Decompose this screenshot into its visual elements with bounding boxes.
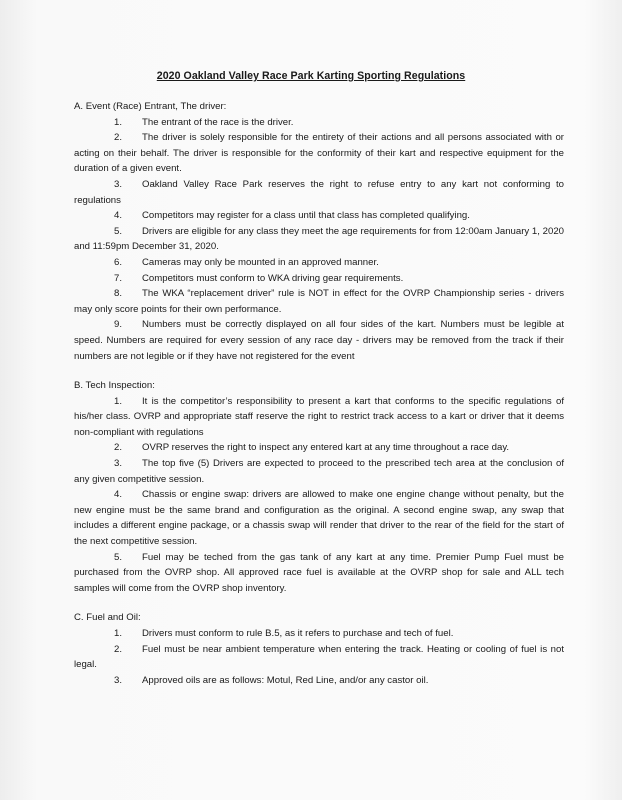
section-spacer bbox=[74, 596, 564, 610]
section-heading: A. Event (Race) Entrant, The driver: bbox=[74, 101, 227, 112]
rule-text: Chassis or engine swap: drivers are allowed to make one engine change without penalty, but the new engine must be the same brand and configuration as the original. A second engine swap, any swap that includes a different engine package, or a chassis swap will render that driver to the rear of the field for the start of the next competitive session. bbox=[74, 489, 564, 548]
rule-number: 8. bbox=[114, 288, 123, 300]
rule-number: 9. bbox=[114, 319, 123, 331]
rule-item bbox=[74, 487, 564, 549]
rule-number: 7. bbox=[114, 272, 123, 284]
rule-text: Cameras may only be mounted in an approved manner. bbox=[142, 256, 379, 268]
rule-number: 2. bbox=[114, 132, 123, 144]
section-heading: B. Tech Inspection: bbox=[74, 380, 155, 392]
rule-number: 5. bbox=[114, 551, 123, 563]
rule-text: The top five (5) Drivers are expected to proceed to the prescribed tech area at the conclusion of any given competitive session. bbox=[74, 458, 564, 485]
rule-item bbox=[74, 673, 564, 689]
rule-text: The WKA “replacement driver” rule is NOT in effect for the OVRP Championship series - drivers may only score points for their own performance. bbox=[74, 288, 564, 315]
rule-number: 1. bbox=[114, 628, 123, 639]
rule-text: Drivers are eligible for any class they meet the age requirements for from 12:00am January 1, 2020 and 11:59pm December 31, 2020. bbox=[74, 225, 564, 253]
rule-number: 3. bbox=[114, 458, 123, 470]
rule-item bbox=[74, 642, 564, 673]
rule-number: 3. bbox=[114, 178, 123, 190]
rule-item bbox=[74, 317, 564, 364]
section-spacer bbox=[74, 364, 564, 378]
rule-number: 5. bbox=[114, 225, 123, 237]
rule-text: The driver is solely responsible for the entirety of their actions and all persons associated with or acting on their behalf. The driver is responsible for the conformity of their kart and respective equipment for the duration of a given event. bbox=[74, 132, 564, 175]
rule-number: 1. bbox=[114, 116, 123, 128]
rule-item bbox=[74, 115, 564, 131]
rule-text: The entrant of the race is the driver. bbox=[142, 116, 294, 128]
rule-item bbox=[74, 224, 564, 255]
document-title: 2020 Oakland Valley Race Park Karting Sporting Regulations bbox=[156, 70, 466, 82]
rule-number: 3. bbox=[114, 674, 123, 686]
rule-item bbox=[74, 208, 564, 224]
rule-text: Competitors must conform to WKA driving gear requirements. bbox=[142, 272, 404, 284]
rule-item bbox=[74, 456, 564, 487]
rule-text: Fuel may be teched from the gas tank of any kart at any time. Premier Pump Fuel must be purchased from the OVRP shop. All approved race fuel is available at the OVRP shop for sale and ALL tech samples will come from the OVRP shop inventory. bbox=[74, 551, 564, 594]
rule-number: 6. bbox=[114, 256, 123, 268]
rule-item bbox=[74, 255, 564, 271]
rule-number: 4. bbox=[114, 489, 123, 501]
rule-number: 2. bbox=[114, 442, 123, 454]
rule-number: 1. bbox=[114, 395, 123, 407]
rule-item bbox=[74, 440, 564, 456]
section-b bbox=[74, 378, 564, 596]
rule-text: Drivers must conform to rule B.5, as it refers to purchase and tech of fuel. bbox=[142, 628, 454, 639]
section-c bbox=[74, 610, 564, 688]
section-heading: C. Fuel and Oil: bbox=[74, 612, 141, 624]
rule-item bbox=[74, 286, 564, 317]
rule-text: Oakland Valley Race Park reserves the right to refuse entry to any kart not conforming to regulations bbox=[74, 178, 564, 206]
rule-text: Competitors may register for a class until that class has completed qualifying. bbox=[142, 210, 470, 222]
rule-text: Fuel must be near ambient temperature when entering the track. Heating or cooling of fuel is not legal. bbox=[74, 643, 564, 671]
rule-item bbox=[74, 550, 564, 597]
rule-text: Approved oils are as follows: Motul, Red Line, and/or any castor oil. bbox=[142, 674, 429, 686]
rule-text: Numbers must be correctly displayed on all four sides of the kart. Numbers must be legible at speed. Numbers are required for every session of any race day - drivers may be removed from the track if their numbers are not legible or if they have not registered for the event bbox=[74, 319, 564, 362]
rule-item bbox=[74, 271, 564, 287]
rule-item bbox=[74, 394, 564, 441]
rule-item bbox=[74, 626, 564, 642]
section-a bbox=[74, 99, 564, 364]
rule-number: 2. bbox=[114, 643, 123, 655]
document-body bbox=[74, 99, 564, 688]
rule-text: It is the competitor’s responsibility to present a kart that conforms to the specific regulations of his/her class. OVRP and appropriate staff reserve the right to restrict track access to a kart or driver that it deems non-compliant with regulations bbox=[74, 395, 564, 438]
rule-number: 4. bbox=[114, 210, 123, 222]
rule-text: OVRP reserves the right to inspect any entered kart at any time throughout a race day. bbox=[142, 442, 510, 454]
rule-item bbox=[74, 177, 564, 208]
rule-item bbox=[74, 130, 564, 177]
